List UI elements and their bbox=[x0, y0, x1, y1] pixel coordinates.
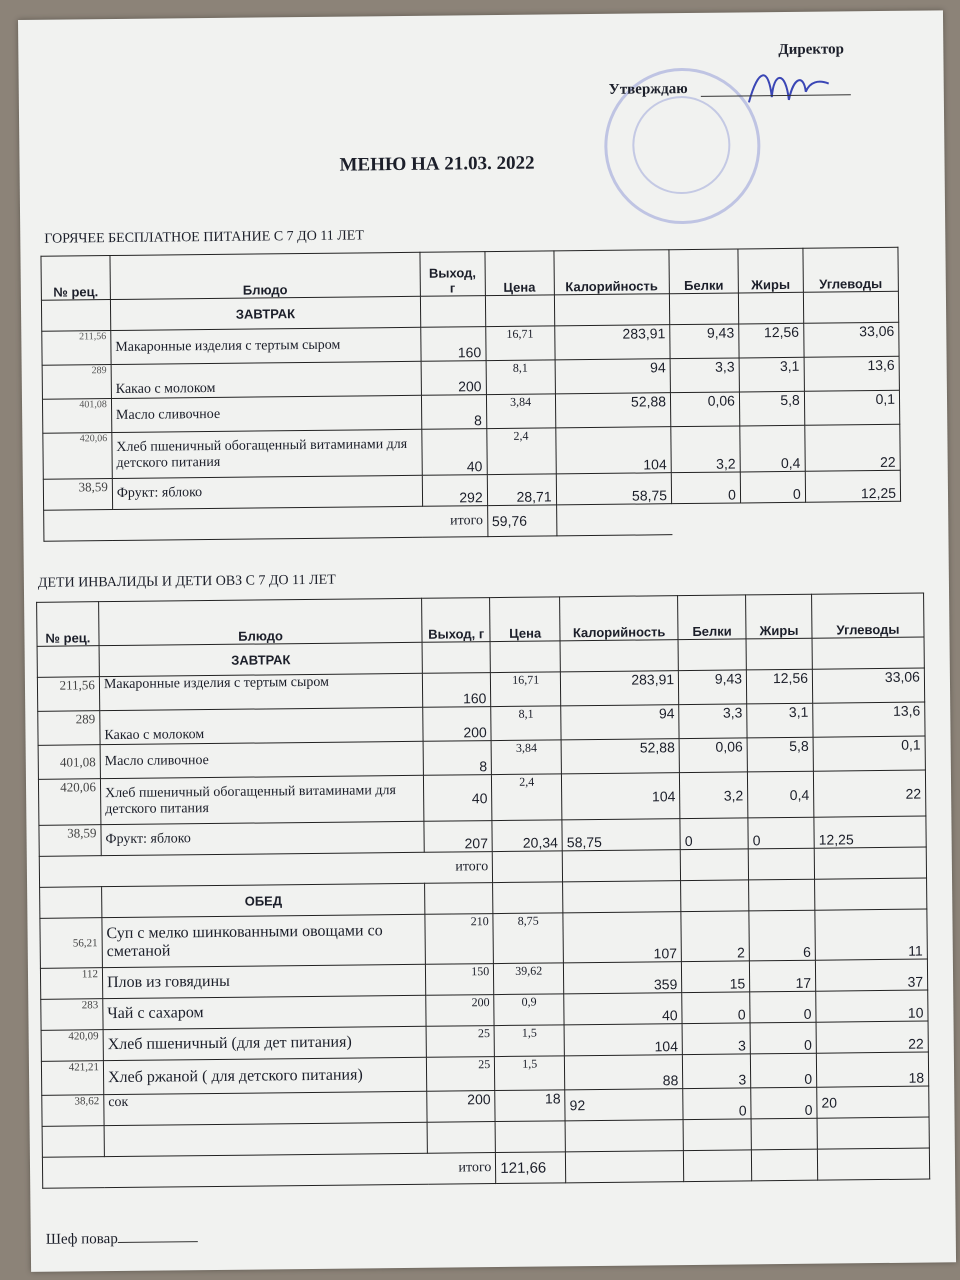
fat-cell: 0 bbox=[751, 1087, 817, 1119]
total-label: итого bbox=[39, 852, 493, 888]
chef-signature bbox=[46, 1230, 198, 1249]
carb-cell: 18 bbox=[816, 1052, 928, 1087]
price-cell: 2,4 bbox=[492, 774, 562, 821]
fat-cell: 0 bbox=[750, 1022, 816, 1054]
dish-cell: Какао с молоком bbox=[111, 361, 421, 398]
fat-cell: 17 bbox=[750, 960, 816, 992]
col-dish: Блюдо bbox=[110, 252, 420, 299]
director-label: Директор bbox=[778, 41, 845, 59]
price-cell: 0,9 bbox=[494, 994, 564, 1026]
out-cell: 40 bbox=[422, 429, 487, 476]
rec-cell: 56,21 bbox=[40, 918, 102, 969]
dish-cell: Масло сливочное bbox=[111, 395, 421, 432]
out-cell: 160 bbox=[421, 327, 486, 362]
price-cell: 1,5 bbox=[494, 1025, 564, 1057]
fat-cell: 3,1 bbox=[747, 703, 813, 738]
prot-cell: 3,2 bbox=[671, 426, 740, 473]
prot-cell: 3 bbox=[683, 1054, 751, 1089]
dish-cell: Фрукт: яблоко bbox=[112, 475, 422, 509]
cal-cell: 104 bbox=[564, 1024, 682, 1056]
out-cell: 200 bbox=[421, 361, 486, 396]
menu-table-2 bbox=[36, 593, 930, 1189]
price-cell: 28,71 bbox=[487, 474, 556, 506]
out-cell: 200 bbox=[423, 707, 491, 742]
col-prot: Белки bbox=[669, 249, 738, 294]
prot-cell: 0 bbox=[671, 472, 740, 504]
col-cal: Калорийность bbox=[560, 596, 678, 641]
fat-cell: 3,1 bbox=[739, 357, 804, 392]
cal-cell: 92 bbox=[565, 1089, 683, 1121]
carb-cell: 37 bbox=[815, 959, 927, 991]
menu-table-1 bbox=[40, 247, 901, 542]
dish-cell: Хлеб пшеничный (для дет питания) bbox=[103, 1026, 427, 1060]
rec-cell: 211,56 bbox=[37, 677, 99, 712]
carb-cell: 10 bbox=[816, 990, 928, 1022]
fat-cell: 5,8 bbox=[739, 391, 804, 426]
price-cell: 3,84 bbox=[491, 740, 561, 775]
carb-cell: 0,1 bbox=[804, 390, 900, 425]
out-cell: 200 bbox=[427, 1091, 495, 1123]
cal-cell: 359 bbox=[564, 962, 682, 994]
fat-cell: 0 bbox=[750, 991, 816, 1023]
col-prot: Белки bbox=[678, 595, 746, 640]
rec-cell: 38,59 bbox=[43, 479, 112, 511]
rec-cell: 283 bbox=[41, 999, 103, 1031]
rec-cell: 289 bbox=[42, 365, 111, 400]
prot-cell: 9,43 bbox=[679, 670, 747, 705]
price-cell: 18 bbox=[495, 1090, 565, 1122]
rec-cell: 112 bbox=[40, 968, 102, 1000]
price-cell: 39,62 bbox=[494, 963, 564, 995]
prot-cell: 15 bbox=[682, 961, 750, 993]
prot-cell: 3,2 bbox=[680, 772, 748, 819]
fat-cell: 0,4 bbox=[748, 771, 814, 818]
cal-cell: 58,75 bbox=[562, 819, 680, 851]
cal-cell: 58,75 bbox=[556, 473, 672, 505]
price-cell: 1,5 bbox=[495, 1056, 565, 1091]
cal-cell: 52,88 bbox=[555, 393, 671, 428]
cal-cell: 104 bbox=[562, 773, 680, 820]
price-cell: 8,75 bbox=[493, 913, 563, 964]
prot-cell: 0 bbox=[683, 1088, 751, 1120]
out-cell: 160 bbox=[423, 673, 491, 708]
rec-cell: 420,06 bbox=[43, 433, 112, 480]
price-cell: 16,71 bbox=[485, 326, 554, 361]
director-signature bbox=[743, 61, 834, 112]
meal-label: ЗАВТРАК bbox=[110, 296, 420, 330]
carb-cell: 22 bbox=[813, 770, 925, 817]
price-cell: 3,84 bbox=[486, 394, 555, 429]
total-value: 121,66 bbox=[496, 1152, 566, 1184]
chef-line bbox=[118, 1241, 198, 1243]
col-out: Выход, г bbox=[420, 252, 485, 297]
cal-cell: 283,91 bbox=[561, 671, 679, 706]
prot-cell: 3 bbox=[682, 1023, 750, 1055]
prot-cell: 9,43 bbox=[670, 324, 739, 359]
rec-cell: 401,08 bbox=[38, 745, 100, 780]
carb-cell: 11 bbox=[815, 909, 927, 960]
meal-label: ЗАВТРАК bbox=[99, 642, 423, 676]
dish-cell: Чай с сахаром bbox=[103, 995, 427, 1029]
fat-cell: 0,4 bbox=[740, 425, 805, 472]
fat-cell: 0 bbox=[748, 817, 814, 849]
carb-cell: 20 bbox=[817, 1086, 929, 1118]
dish-cell: Хлеб пшеничный обогащенный витаминами для детского питания bbox=[100, 775, 424, 824]
rec-cell: 401,08 bbox=[42, 399, 111, 434]
cal-cell: 52,88 bbox=[561, 739, 679, 774]
carb-cell: 13,6 bbox=[813, 702, 925, 737]
prot-cell: 2 bbox=[681, 911, 749, 962]
col-out: Выход, г bbox=[422, 598, 490, 643]
fat-cell: 0 bbox=[750, 1053, 816, 1088]
out-cell: 40 bbox=[424, 775, 492, 822]
col-carb: Углеводы bbox=[812, 593, 924, 638]
fat-cell: 5,8 bbox=[747, 737, 813, 772]
rec-cell: 289 bbox=[38, 711, 100, 746]
cal-cell: 88 bbox=[565, 1055, 683, 1090]
price-cell: 20,34 bbox=[492, 820, 562, 852]
col-rec: № рец. bbox=[37, 602, 99, 647]
col-cal: Калорийность bbox=[553, 250, 669, 295]
chef-label: Шеф повар bbox=[45, 1231, 118, 1248]
total-label: итого bbox=[44, 506, 488, 542]
carb-cell: 22 bbox=[805, 424, 901, 471]
rec-cell: 211,56 bbox=[42, 331, 111, 366]
price-cell: 8,1 bbox=[491, 706, 561, 741]
dish-cell: Масло сливочное bbox=[100, 741, 424, 778]
carb-cell: 33,06 bbox=[803, 322, 899, 357]
col-fat: Жиры bbox=[738, 248, 803, 293]
total-label: итого bbox=[42, 1153, 496, 1189]
carb-cell: 12,25 bbox=[805, 470, 901, 502]
section2-title: ДЕТИ ИНВАЛИДЫ И ДЕТИ ОВЗ С 7 ДО 11 ЛЕТ bbox=[37, 572, 336, 591]
prot-cell: 0 bbox=[682, 992, 750, 1024]
rec-cell: 420,09 bbox=[41, 1030, 103, 1062]
prot-cell: 0,06 bbox=[679, 738, 747, 773]
col-price: Цена bbox=[490, 597, 560, 642]
price-cell: 16,71 bbox=[491, 672, 561, 707]
out-cell: 25 bbox=[427, 1057, 495, 1092]
approve-label: Утверждаю bbox=[608, 80, 688, 98]
prot-cell: 3,3 bbox=[670, 358, 739, 393]
carb-cell: 33,06 bbox=[812, 668, 924, 703]
menu-sheet bbox=[18, 10, 956, 1272]
page-title: МЕНЮ НА 21.03. 2022 bbox=[339, 152, 535, 176]
rec-cell: 38,62 bbox=[42, 1095, 104, 1127]
price-cell: 2,4 bbox=[486, 428, 555, 475]
carb-cell: 0,1 bbox=[813, 736, 925, 771]
dish-cell: Хлеб ржаной ( для детского питания) bbox=[103, 1057, 427, 1094]
price-cell: 8,1 bbox=[486, 360, 555, 395]
col-carb: Углеводы bbox=[803, 247, 899, 292]
col-fat: Жиры bbox=[746, 594, 812, 639]
rec-cell: 38,59 bbox=[39, 825, 101, 857]
dish-cell: Суп с мелко шинкованными овощами со сметаной bbox=[102, 914, 426, 967]
dish-cell: Какао с молоком bbox=[100, 707, 424, 744]
fat-cell: 6 bbox=[749, 910, 815, 961]
cal-cell: 40 bbox=[564, 993, 682, 1025]
out-cell: 210 bbox=[425, 914, 493, 965]
fat-cell: 12,56 bbox=[746, 669, 812, 704]
dish-cell: Макаронные изделия с тертым сыром bbox=[99, 673, 423, 710]
rec-cell: 421,21 bbox=[41, 1061, 103, 1096]
prot-cell: 0 bbox=[680, 818, 748, 850]
out-cell: 8 bbox=[421, 395, 486, 430]
col-rec: № рец. bbox=[41, 256, 110, 301]
total-value: 59,76 bbox=[487, 505, 556, 537]
dish-cell: Хлеб пшеничный обогащенный витаминами для детского питания bbox=[112, 429, 422, 478]
dish-cell: Макаронные изделия с тертым сыром bbox=[111, 327, 421, 364]
fat-cell: 0 bbox=[740, 471, 805, 503]
dish-cell: Фрукт: яблоко bbox=[101, 821, 425, 855]
dish-cell: Плов из говядины bbox=[102, 964, 426, 998]
section1-title: ГОРЯЧЕЕ БЕСПЛАТНОЕ ПИТАНИЕ С 7 ДО 11 ЛЕТ bbox=[44, 228, 364, 247]
col-price: Цена bbox=[485, 251, 554, 296]
out-cell: 292 bbox=[422, 475, 487, 507]
dish-cell: сок bbox=[104, 1091, 428, 1125]
out-cell: 207 bbox=[424, 821, 492, 853]
cal-cell: 283,91 bbox=[554, 325, 670, 360]
out-cell: 150 bbox=[426, 964, 494, 996]
cal-cell: 94 bbox=[555, 359, 671, 394]
carb-cell: 13,6 bbox=[804, 356, 900, 391]
rec-cell: 420,06 bbox=[38, 779, 100, 826]
out-cell: 25 bbox=[426, 1026, 494, 1058]
prot-cell: 0,06 bbox=[670, 392, 739, 427]
out-cell: 200 bbox=[426, 995, 494, 1027]
cal-cell: 104 bbox=[555, 427, 671, 474]
fat-cell: 12,56 bbox=[739, 323, 804, 358]
out-cell: 8 bbox=[423, 741, 491, 776]
cal-cell: 94 bbox=[561, 705, 679, 740]
prot-cell: 3,3 bbox=[679, 704, 747, 739]
carb-cell: 22 bbox=[816, 1021, 928, 1053]
meal-label: ОБЕД bbox=[102, 883, 426, 917]
carb-cell: 12,25 bbox=[814, 816, 926, 848]
cal-cell: 107 bbox=[563, 912, 681, 963]
col-dish: Блюдо bbox=[99, 598, 423, 645]
